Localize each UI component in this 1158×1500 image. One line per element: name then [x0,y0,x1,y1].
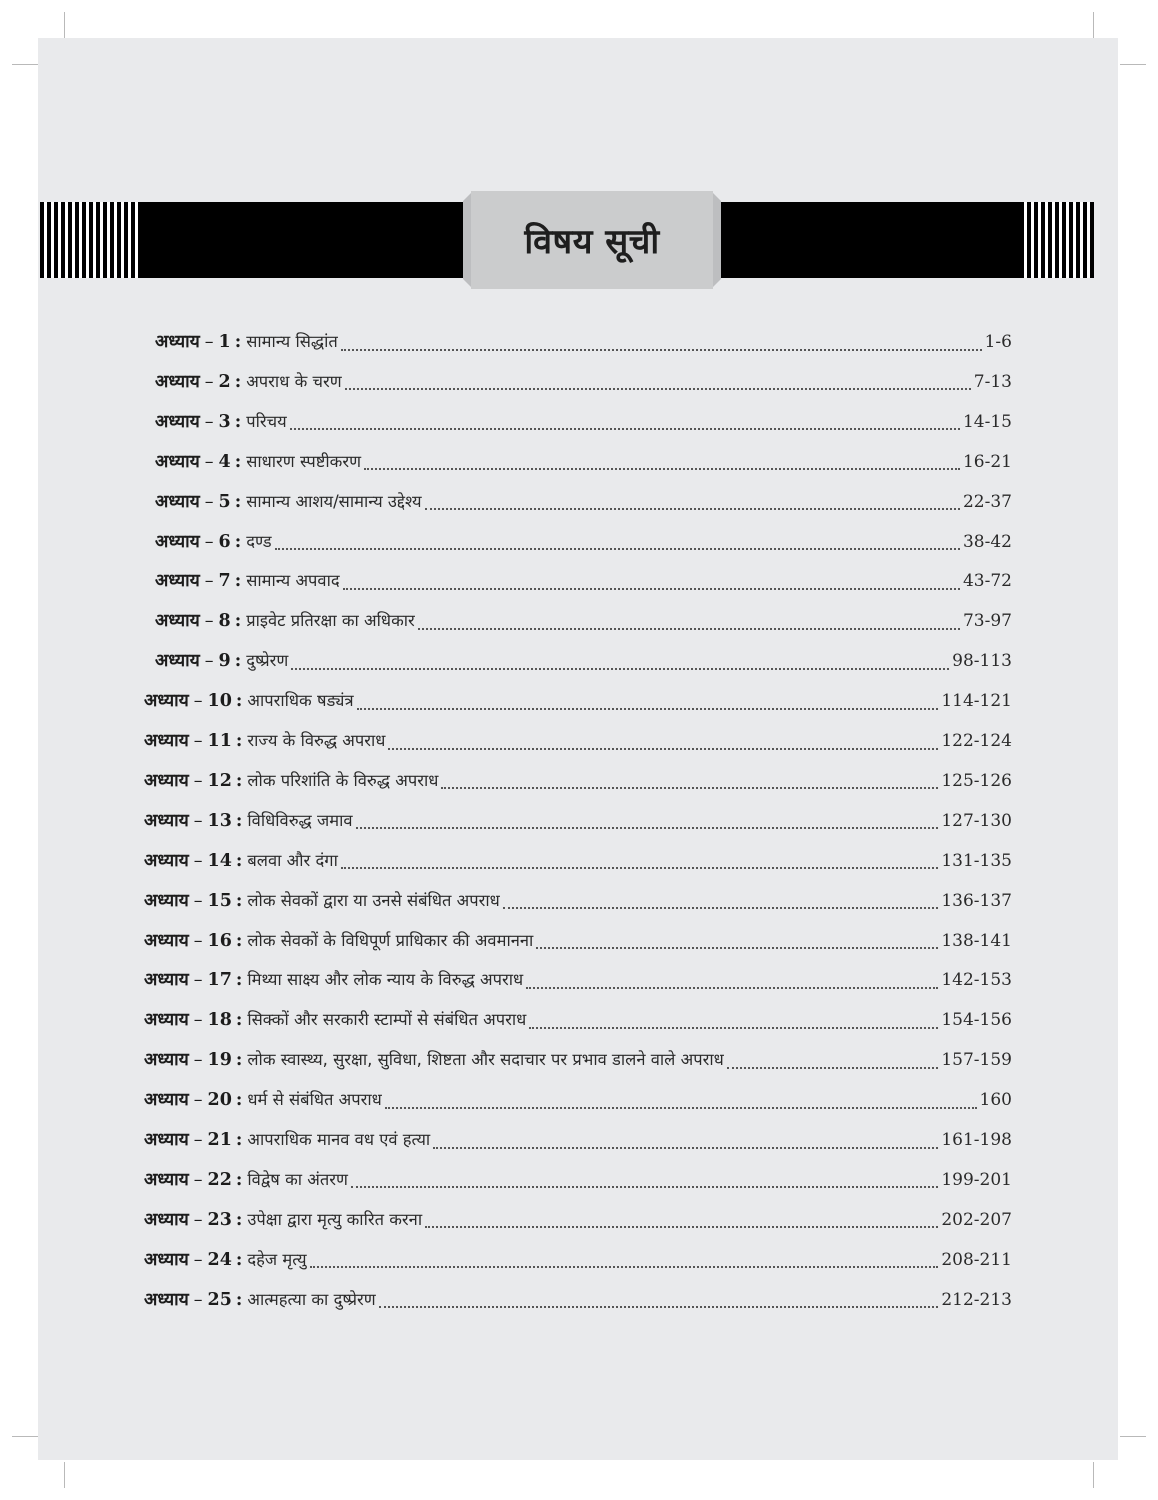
page-range: 142-153 [941,970,1012,991]
chapter-label: अध्याय [144,810,189,831]
chapter-colon: : [235,731,243,751]
chapter-number: 6 [218,531,231,552]
chapter-dash: – [204,371,214,392]
page-range: 16-21 [962,451,1012,472]
page-range: 122-124 [941,731,1012,751]
dot-leader [343,587,960,590]
chapter-number: 3 [218,411,231,432]
chapter-label: अध्याय [155,571,200,592]
toc-entry[interactable] [144,1240,1012,1280]
chapter-dash: – [193,1249,203,1270]
chapter-colon: : [234,451,242,472]
dot-leader [529,1026,938,1029]
chapter-dash: – [193,691,203,712]
chapter-number: 22 [207,1169,232,1190]
dot-leader [357,707,939,710]
toc-entry[interactable] [144,801,1012,841]
chapter-topic: आपराधिक मानव वध एवं हत्या [247,1130,431,1149]
chapter-topic: साधारण स्पष्टीकरण [246,451,362,471]
chapter-dash: – [193,890,203,911]
chapter-number: 17 [207,970,232,991]
toc-entry[interactable] [155,601,1012,641]
chapter-number: 11 [207,731,232,751]
chapter-number: 4 [218,451,231,472]
page-range: 138-141 [941,930,1012,951]
chapter-topic: विद्वेष का अंतरण [247,1169,348,1189]
page-range: 98-113 [952,651,1012,672]
dot-leader [433,1146,938,1149]
chapter-number: 9 [218,651,231,672]
crop-mark [1093,1462,1094,1488]
chapter-number: 2 [218,371,231,392]
chapter-colon: : [234,491,242,512]
toc-entry[interactable] [144,1280,1012,1320]
chapter-topic: बलवा और दंगा [247,850,338,870]
dot-leader [727,1066,939,1069]
page-range: 22-37 [962,491,1012,512]
banner-stripes-left [40,202,140,278]
dot-leader [310,1265,939,1268]
chapter-colon: : [235,930,243,951]
dot-leader [341,866,938,869]
chapter-number: 7 [218,571,231,592]
page-range: 14-15 [962,411,1012,432]
page-range: 136-137 [941,890,1012,911]
page-range: 7-13 [973,371,1012,392]
chapter-number: 21 [207,1130,232,1150]
chapter-colon: : [235,970,243,991]
page-range: 114-121 [941,691,1012,712]
chapter-colon: : [235,1249,243,1270]
chapter-number: 25 [207,1289,232,1310]
chapter-number: 12 [207,770,232,791]
dot-leader [275,547,960,550]
chapter-colon: : [235,890,243,911]
chapter-colon: : [234,531,242,552]
chapter-number: 24 [207,1249,232,1270]
chapter-colon: : [235,850,243,871]
toc-entry[interactable] [155,442,1012,482]
chapter-label: अध्याय [155,491,200,512]
chapter-colon: : [235,691,243,712]
dot-leader [536,946,938,949]
dot-leader [290,427,960,430]
chapter-dash: – [193,1130,203,1150]
chapter-number: 20 [207,1090,232,1111]
toc-entry[interactable] [144,960,1012,1000]
page-range: 160 [979,1090,1012,1111]
chapter-label: अध्याय [144,691,189,712]
chapter-label: अध्याय [144,890,189,911]
chapter-dash: – [204,571,214,592]
page-range: 38-42 [962,531,1012,552]
chapter-topic: दहेज मृत्यु [247,1249,307,1269]
chapter-label: अध्याय [144,731,189,751]
chapter-topic: आत्महत्या का दुष्प्रेरण [247,1289,376,1309]
chapter-dash: – [204,451,214,472]
page-range: 1-6 [984,332,1012,352]
toc-entry[interactable] [144,1040,1012,1080]
dot-leader [356,826,939,829]
chapter-label: अध्याय [144,930,189,951]
toc-entry[interactable] [144,721,1012,761]
chapter-colon: : [235,1010,243,1031]
chapter-label: अध्याय [144,970,189,991]
chapter-number: 14 [207,850,232,871]
dot-leader [341,348,982,351]
chapter-label: अध्याय [155,371,200,392]
chapter-colon: : [234,571,242,592]
toc-entry[interactable] [144,881,1012,921]
chapter-dash: – [204,531,214,552]
crop-mark [64,1462,65,1488]
dot-leader [526,986,938,989]
page-range: 127-130 [941,810,1012,831]
chapter-dash: – [193,770,203,791]
chapter-dash: – [204,332,214,352]
chapter-number: 15 [207,890,232,911]
chapter-topic: सामान्य सिद्धांत [246,332,338,351]
chapter-colon: : [235,1090,243,1111]
chapter-colon: : [234,411,242,432]
toc-entry[interactable] [144,1200,1012,1240]
chapter-dash: – [204,411,214,432]
chapter-label: अध्याय [144,1130,189,1150]
chapter-label: अध्याय [144,1249,189,1270]
chapter-number: 18 [207,1010,232,1031]
chapter-label: अध्याय [155,411,200,432]
chapter-number: 8 [218,611,231,632]
page-range: 154-156 [941,1010,1012,1031]
page-range: 199-201 [941,1169,1012,1190]
toc-entry[interactable] [144,1000,1012,1040]
crop-mark [1093,12,1094,38]
toc-entry[interactable] [155,362,1012,402]
chapter-topic: लोक सेवकों के विधिपूर्ण प्राधिकार की अवमानना [247,930,534,950]
chapter-dash: – [193,930,203,951]
toc-entry[interactable] [144,1080,1012,1120]
page-range: 73-97 [962,611,1012,632]
chapter-label: अध्याय [144,1050,189,1071]
chapter-dash: – [193,1010,203,1031]
toc-entry[interactable] [144,761,1012,801]
dot-leader [351,1185,938,1188]
dot-leader [425,1225,938,1228]
chapter-dash: – [193,1209,203,1230]
chapter-label: अध्याय [144,1010,189,1031]
chapter-label: अध्याय [144,1090,189,1111]
chapter-topic: धर्म से संबंधित अपराध [247,1090,382,1110]
page-range: 202-207 [941,1209,1012,1230]
page-range: 125-126 [941,770,1012,791]
chapter-label: अध्याय [155,531,200,552]
chapter-topic: लोक सेवकों द्वारा या उनसे संबंधित अपराध [247,890,500,910]
chapter-dash: – [193,810,203,831]
chapter-dash: – [193,1169,203,1190]
chapter-dash: – [204,611,214,632]
crop-mark [1120,64,1146,65]
page-range: 208-211 [941,1249,1012,1270]
crop-mark [12,64,38,65]
dot-leader [379,1305,939,1308]
chapter-label: अध्याय [144,1289,189,1310]
chapter-topic: सामान्य अपवाद [246,571,340,591]
toc-entry[interactable] [144,1120,1012,1160]
crop-mark [64,12,65,38]
chapter-label: अध्याय [155,332,200,352]
toc-entry[interactable] [144,681,1012,721]
chapter-topic: प्राइवेट प्रतिरक्षा का अधिकार [246,611,415,631]
banner-stripes-right [1020,202,1094,278]
chapter-colon: : [235,1169,243,1190]
chapter-topic: मिथ्या साक्ष्य और लोक न्याय के विरुद्ध अपराध [247,970,524,990]
toc-entry[interactable] [155,402,1012,442]
chapter-topic: परिचय [246,411,287,431]
chapter-number: 10 [207,691,232,712]
chapter-label: अध्याय [155,611,200,632]
page-range: 212-213 [941,1289,1012,1310]
dot-leader [291,667,949,670]
chapter-topic: दण्ड [246,531,272,551]
chapter-label: अध्याय [155,651,200,672]
chapter-dash: – [193,1289,203,1310]
dot-leader [418,627,960,630]
toc-entry[interactable] [155,522,1012,562]
chapter-label: अध्याय [155,451,200,472]
chapter-number: 23 [207,1209,232,1230]
chapter-colon: : [234,371,242,392]
dot-leader [345,387,971,390]
dot-leader [441,786,938,789]
page-range: 157-159 [941,1050,1012,1071]
page-range: 43-72 [962,571,1012,592]
chapter-topic: आपराधिक षड्यंत्र [247,691,354,711]
toc-entry[interactable] [155,482,1012,522]
dot-leader [385,1106,977,1109]
chapter-colon: : [235,1209,243,1230]
chapter-topic: अपराध के चरण [246,371,342,391]
toc-entry[interactable] [155,641,1012,681]
chapter-dash: – [193,850,203,871]
chapter-number: 1 [218,332,231,352]
chapter-label: अध्याय [144,1169,189,1190]
dot-leader [388,747,938,750]
crop-mark [1120,1436,1146,1437]
chapter-colon: : [235,1289,243,1310]
chapter-dash: – [204,651,214,672]
chapter-topic: सामान्य आशय/सामान्य उद्देश्य [246,491,422,511]
chapter-dash: – [204,491,214,512]
chapter-colon: : [235,1130,243,1150]
toc-entry[interactable] [144,841,1012,881]
chapter-label: अध्याय [144,850,189,871]
dot-leader [425,507,960,510]
page-range: 131-135 [941,850,1012,871]
chapter-dash: – [193,1050,203,1071]
toc-entry[interactable] [155,322,1012,362]
chapter-topic: लोक परिशांति के विरुद्ध अपराध [247,770,439,790]
chapter-dash: – [193,1090,203,1111]
page-range: 161-198 [941,1130,1012,1150]
chapter-topic: लोक स्वास्थ्य, सुरक्षा, सुविधा, शिष्टता और सदाचार पर प्रभाव डालने वाले अपराध [247,1050,724,1070]
toc-entry[interactable] [144,921,1012,961]
chapter-number: 16 [207,930,232,951]
toc-entry[interactable] [155,561,1012,601]
chapter-dash: – [193,731,203,751]
page-title: विषय सूची [524,222,660,262]
chapter-colon: : [234,611,242,632]
title-box [471,191,713,289]
chapter-colon: : [235,1050,243,1071]
chapter-topic: सिक्कों और सरकारी स्टाम्पों से संबंधित अपराध [247,1010,527,1030]
chapter-number: 5 [218,491,231,512]
chapter-topic: उपेक्षा द्वारा मृत्यु कारित करना [247,1209,423,1229]
toc-entry[interactable] [144,1160,1012,1200]
chapter-number: 13 [207,810,232,831]
dot-leader [503,906,939,909]
chapter-number: 19 [207,1050,232,1071]
crop-mark [12,1436,38,1437]
chapter-dash: – [193,970,203,991]
chapter-topic: राज्य के विरुद्ध अपराध [247,731,386,750]
chapter-colon: : [235,770,243,791]
chapter-topic: दुष्प्रेरण [246,651,289,671]
chapter-topic: विधिविरुद्ध जमाव [247,810,353,830]
chapter-colon: : [234,332,242,352]
dot-leader [364,467,960,470]
chapter-colon: : [235,810,243,831]
chapter-label: अध्याय [144,1209,189,1230]
chapter-label: अध्याय [144,770,189,791]
chapter-colon: : [234,651,242,672]
